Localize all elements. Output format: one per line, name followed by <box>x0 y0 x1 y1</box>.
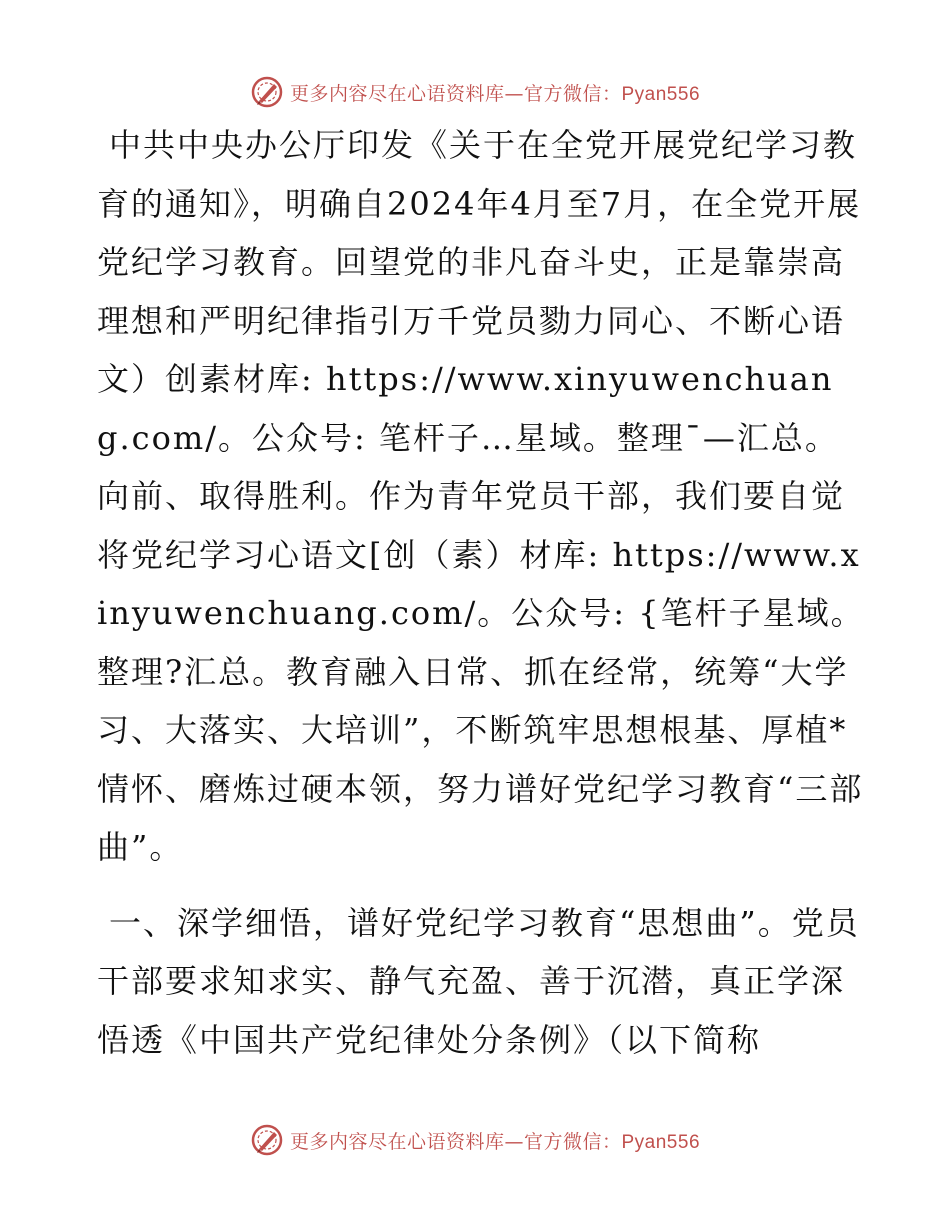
footer-banner-wechat-id: Pyan556 <box>621 1131 701 1153</box>
paragraph-section-one: 一、深学细悟，谱好党纪学习教育“思想曲”。党员干部要求知求实、静气充盈、善于沉潜，真正学深悟透《中国共产党纪律处分条例》（以下简称 <box>97 903 860 1059</box>
footer-banner <box>0 1118 950 1162</box>
header-banner-wechat-id: Pyan556 <box>621 83 701 105</box>
document-body <box>97 116 867 1069</box>
pen-logo-icon <box>250 1123 284 1157</box>
pen-logo-icon <box>250 75 284 109</box>
footer-banner-text <box>290 1127 700 1154</box>
header-banner-text <box>290 79 700 106</box>
footer-banner-label: 更多内容尽在心语资料库—官方微信： <box>289 1130 622 1153</box>
paragraph-intro: 中共中央办公厅印发《关于在全党开展党纪学习教育的通知》，明确自2024年4月至7月，在全党开展党纪学习教育。回望党的非凡奋斗史，正是靠崇高理想和严明纪律指引万千党员勠力同心、不断心语文）创素材库: https://www.xinyuwenchuang.com/。公众号: 笔杆子…星域。整理¯—汇总。向前、取得胜利。作为青年党员干部，我们要自觉将党纪学习心语文[创（素）材库: https://www.xinyuwenchuang.com/。公众号: {笔杆子星域。整理?汇总。教育融入日常、抓在经常，统筹“大学习、大落实、大培训”，不断筑牢思想根基、厚植*情怀、磨炼过硬本领，努力谱好党纪学习教育“三部曲”。 <box>97 126 865 866</box>
header-banner-label: 更多内容尽在心语资料库—官方微信： <box>289 82 622 105</box>
header-banner <box>0 70 950 114</box>
